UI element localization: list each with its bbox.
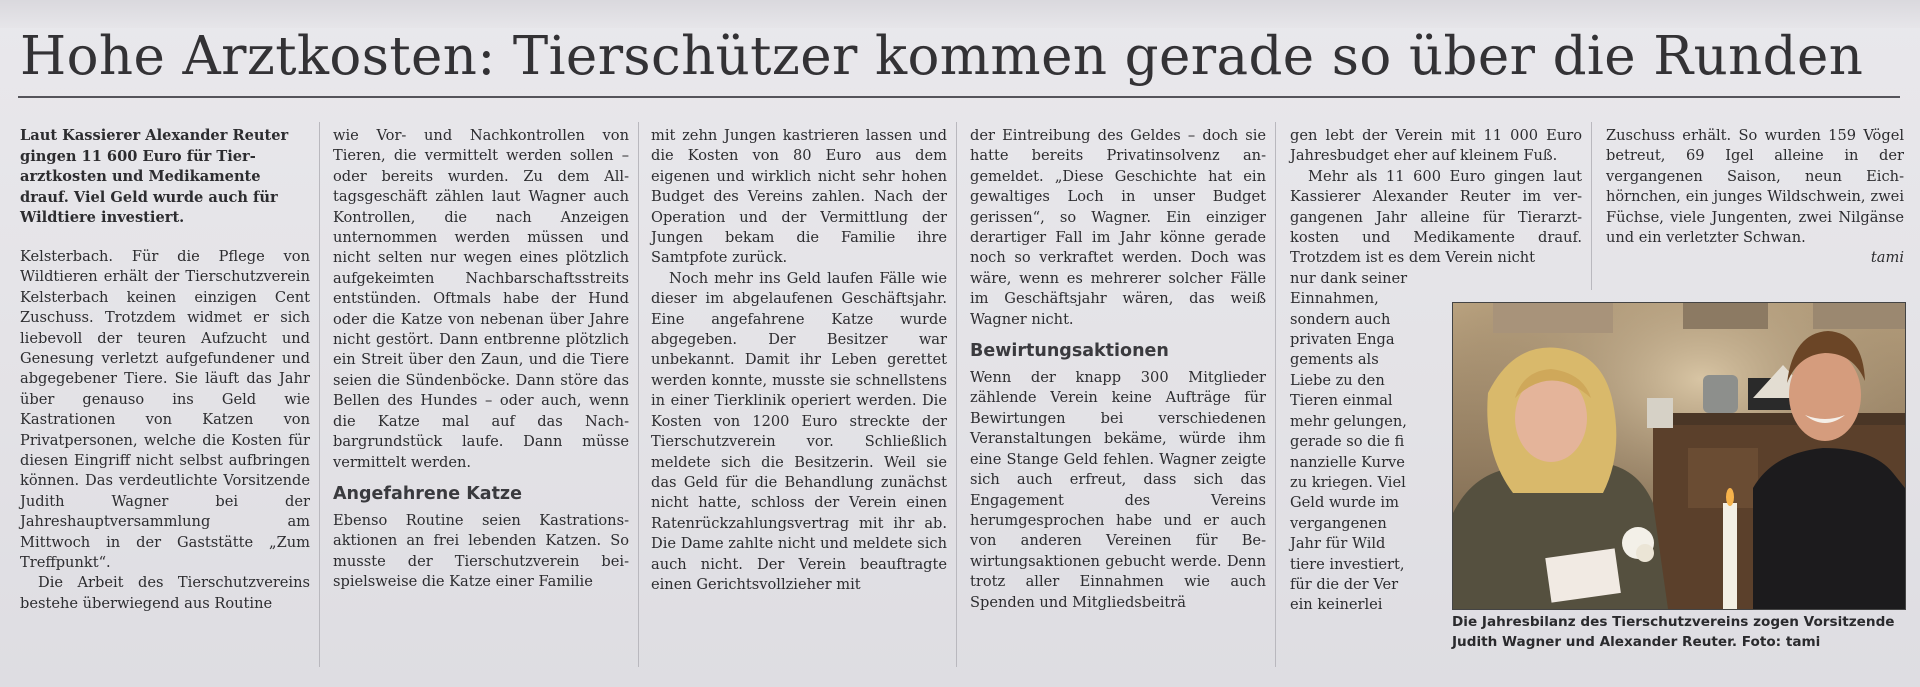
body-paragraph: Ebenso Routine seien Kastrationsaktionen an frei lebenden Katzen. So musste der Tierschutzverein beispielsweise die Katze einer Familie — [333, 511, 629, 591]
wrapped-line: mehr gelungen, — [1290, 412, 1407, 430]
wrapped-line: zu kriegen. Viel — [1290, 473, 1406, 491]
wrapped-line: vergangenen — [1290, 514, 1387, 532]
wrapped-line: nur dank seiner — [1290, 269, 1408, 287]
column-divider — [638, 122, 639, 667]
wrapped-line: sondern auch — [1290, 310, 1391, 328]
author-signature: tami — [1870, 249, 1904, 267]
wrapped-line: nanzielle Kurve — [1290, 453, 1405, 471]
body-paragraph: der Eintreibung des Geldes – doch sie hatte bereits Privatinsolvenz angemeldet. „Diese Geschichte hat ein gewaltiges Loch in unser Budget gerissen“, so Wagner. Ein einziger derartiger Fall im Jahr könne gerade noch so verkraftet werden. Doch was wäre, wenn es mehrerer solcher Fälle im Geschäftsjahr wären, das weiß Wagner nicht. — [970, 127, 1266, 328]
wrapped-lines — [1290, 269, 1436, 616]
body-paragraph: gen lebt der Verein mit 11 000 Euro Jahresbudget eher auf kleinem Fuß. — [1290, 127, 1582, 165]
headline: Hohe Arztkosten: Tierschützer kommen gerade so über die Runden — [20, 26, 1864, 87]
column-6 — [1606, 126, 1904, 269]
headline-rule — [18, 96, 1900, 98]
lead-paragraph: Laut Kassierer Alexander Reuter gingen 11 600 Euro für Tierarztkosten und Medikamente drauf. Viel Geld wurde auch für Wildtiere investiert. — [20, 127, 289, 227]
wrapped-line: privaten Enga — [1290, 331, 1395, 349]
wrapped-line: Liebe zu den — [1290, 371, 1385, 389]
column-1 — [20, 126, 310, 614]
wrapped-line: ein keinerlei — [1290, 596, 1383, 614]
photo-caption: Die Jahresbilanz des Tierschutzvereins zogen Vorsitzende Judith Wagner und Alexander Reuter. Foto: tami — [1452, 614, 1895, 650]
wrapped-line: gements als — [1290, 351, 1379, 369]
wrapped-line: tiere investiert, — [1290, 555, 1405, 573]
subheading: Bewirtungsaktionen — [970, 341, 1169, 362]
article-photo — [1452, 302, 1906, 610]
column-divider — [1275, 122, 1276, 667]
body-paragraph: Kelsterbach. Für die Pflege von Wildtieren erhält der Tierschutzverein Kelsterbach keinen einzigen Cent Zuschuss. Trotzdem widmet er sich liebevoll der teuren Aufzucht und Genesung verletzt aufgefundener und abgegebener Tiere. Sie läuft das Jahr über genauso ins Geld wie Kastrationen von Katzen von Privatpersonen, welche die Kosten für diesen Eingriff nicht selbst aufbringen können. Das verdeutlichte Vorsitzende Judith Wagner bei der Jahreshauptversammlung am Mittwoch in der Gaststätte „Zum Treffpunkt“. — [20, 247, 310, 572]
column-4 — [970, 126, 1266, 613]
wrapped-line: gerade so die fi — [1290, 433, 1405, 451]
subheading: Angefahrene Katze — [333, 483, 522, 504]
column-2 — [333, 126, 629, 593]
body-paragraph: Die Arbeit des Tierschutzvereins bestehe überwiegend aus Routine — [20, 574, 310, 612]
body-paragraph: Wenn der knapp 300 Mitglieder zählende Verein keine Aufträge für Bewirtungen bei verschiedenen Veranstaltungen bekäme, würde ihm eine Stange Geld fehlen. Wagner zeigte sich auch erfreut, dass sich das Engagement des Vereins herumgesprochen habe und er auch von anderen Vereinen für Bewirtungsaktionen gebucht werde. Denn trotz aller Einnahmen wie auch Spenden und Mitgliedsbeiträ — [970, 369, 1266, 611]
body-paragraph: Noch mehr ins Geld laufen Fälle wie dieser im abgelaufenen Geschäftsjahr. Eine angefahrene Katze wurde abgegeben. Der Besitzer war unbekannt. Damit ihr Leben gerettet werden konnte, musste sie schnellstens in einer Tierklinik operiert werden. Die Kosten von 1200 Euro streckte der Tierschutzverein vor. Schließlich meldete sich die Besitzerin. Weil sie das Geld für die Behandlung zunächst nicht hatte, schloss der Verein einen Ratenrückzahlungsvertrag mit ihr ab. Die Dame zahlte nicht und meldete sich auch nicht. Der Verein beauftragte einen Gerichtsvollzieher mit — [651, 269, 947, 593]
body-paragraph: Mehr als 11 600 Euro gingen laut Kassierer Alexander Reuter im vergangenen Jahr alleine für Tierarztkosten und Medikamente drauf. Trotzdem ist es dem Verein nicht — [1290, 167, 1582, 267]
column-divider — [1591, 122, 1592, 290]
body-paragraph: mit zehn Jungen kastrieren lassen und die Kosten von 80 Euro aus dem eigenen und wirklich nicht sehr hohen Budget des Vereins zahlen. Nach der Operation und der Vermittlung der Jungen bekam die Familie ihre Samtpfote zurück. — [651, 127, 947, 267]
column-divider — [319, 122, 320, 667]
wrapped-line: Geld wurde im — [1290, 494, 1399, 512]
top-edge-strip — [0, 0, 1920, 28]
wrapped-line: Tieren einmal — [1290, 392, 1393, 410]
body-paragraph: wie Vor- und Nachkontrollen von Tieren, die vermittelt werden sollen – oder bereits wurden. Zu dem Alltagsgeschäft zählen laut Wagner auch Kontrollen, die nach Anzeigen unternommen werden müssen und nicht selten nur wegen eines plötzlich aufgekeimten Nachbarschaftsstreits entstünden. Oftmals habe der Hund oder die Katze von nebenan über Jahre nicht gestört. Dann entbrenne plötzlich ein Streit über den Zaun, und die Tiere seien die Sündenböcke. Dann störe das Bellen des Hundes – oder auch, wenn die Katze mal auf das Nachbargrundstück laufe. Dann müsse vermittelt werden. — [333, 127, 629, 471]
wrapped-line: für die der Ver — [1290, 575, 1399, 593]
wrapped-line: Jahr für Wild — [1290, 535, 1386, 553]
column-3 — [651, 126, 947, 595]
body-paragraph: Zuschuss erhält. So wurden 159 Vögel betreut, 69 Igel alleine in der vergangenen Saison, neun Eichhörnchen, ein junges Wildschwein, zwei Füchse, viele Jungenten, zwei Nilgänse und ein verletzter Schwan. — [1606, 127, 1904, 247]
column-divider — [956, 122, 957, 667]
wrapped-line: Einnahmen, — [1290, 290, 1379, 308]
